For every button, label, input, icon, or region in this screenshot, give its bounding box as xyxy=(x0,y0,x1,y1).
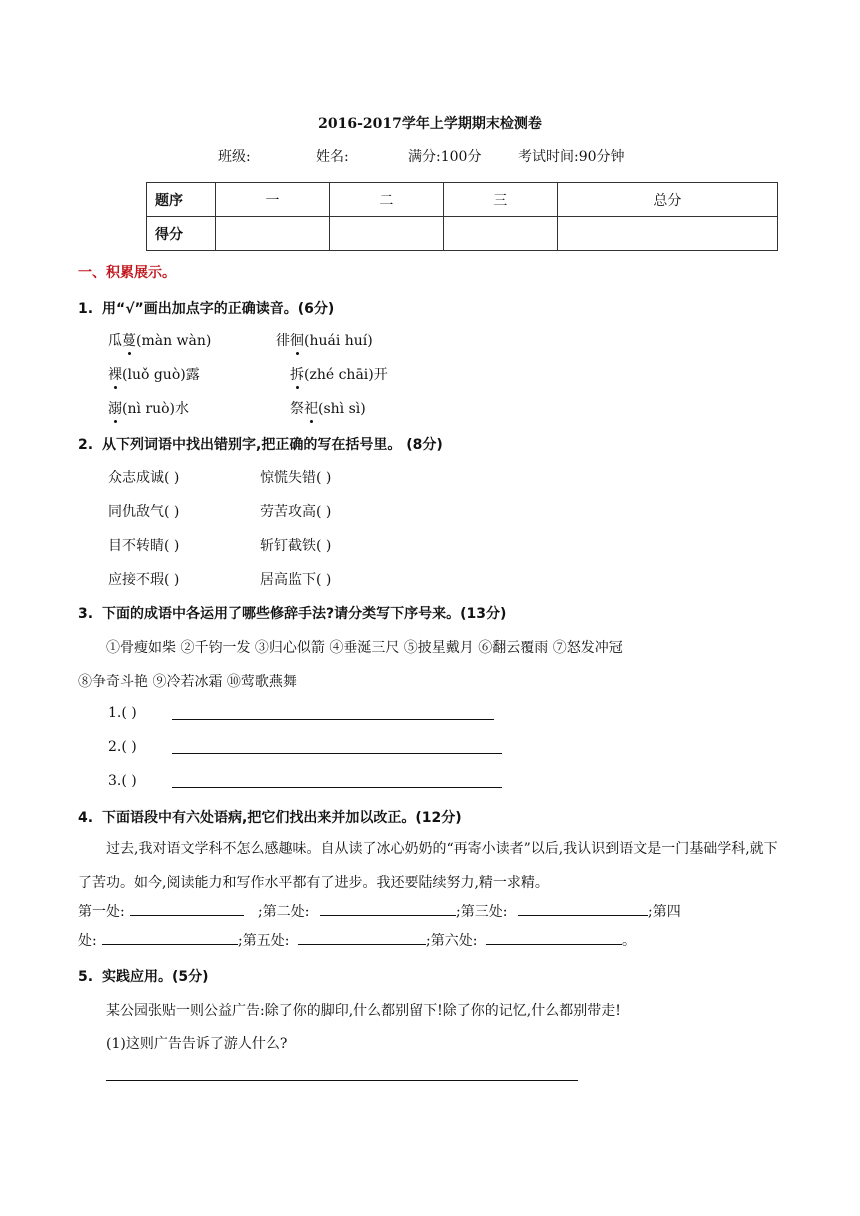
score-input-cell[interactable] xyxy=(329,217,443,251)
question-2 xyxy=(78,434,443,454)
answer-line[interactable] xyxy=(172,753,502,754)
question-3 xyxy=(78,603,506,623)
question-number: 3. xyxy=(78,606,94,622)
score-table-score-row xyxy=(147,217,778,251)
pinyin-item[interactable] xyxy=(108,330,211,350)
pinyin-options: (màn wàn) xyxy=(136,333,212,349)
pinyin-options: (huái huí) xyxy=(304,333,373,349)
exam-title: 2016-2017学年上学期期末检测卷 xyxy=(318,116,542,132)
pinyin-options: (shì sì) xyxy=(318,401,366,417)
correction-line[interactable] xyxy=(320,915,456,916)
answer-line[interactable] xyxy=(106,1080,578,1081)
question-text: 下面语段中有六处语病,把它们找出来并加以改正。(12分) xyxy=(102,810,462,826)
typo-item[interactable]: 惊慌失错( ) xyxy=(260,470,332,486)
typo-item[interactable]: 众志成诚( ) xyxy=(108,470,180,486)
dotted-char: 溺 xyxy=(108,398,122,418)
pinyin-item[interactable] xyxy=(290,364,388,384)
answer-blank-label: 2.( ) xyxy=(108,739,137,755)
pinyin-item[interactable] xyxy=(290,398,366,418)
score-table-cell: 题序 xyxy=(147,183,216,217)
score-input-cell[interactable] xyxy=(443,217,557,251)
score-table-cell: 得分 xyxy=(147,217,216,251)
typo-item[interactable]: 目不转睛( ) xyxy=(108,538,180,554)
section-heading: 一、积累展示。 xyxy=(78,265,176,281)
typo-item[interactable]: 劳苦攻高( ) xyxy=(260,504,332,520)
answer-blank-label: 1.( ) xyxy=(108,705,137,721)
score-table-cell: 一 xyxy=(216,183,330,217)
char: 祭 xyxy=(290,401,304,417)
dotted-char: 祀 xyxy=(304,398,318,418)
dotted-char: 裸 xyxy=(108,364,122,384)
pinyin-options: (luǒ guò)露 xyxy=(122,367,200,383)
correction-line[interactable] xyxy=(486,944,622,945)
correction-label: ;第五处: xyxy=(238,933,290,949)
correction-label: ;第六处: xyxy=(426,933,478,949)
dotted-char: 徊 xyxy=(290,330,304,350)
correction-label: 。 xyxy=(622,933,636,949)
char: 瓜 xyxy=(108,333,122,349)
correction-line[interactable] xyxy=(102,944,238,945)
question-1 xyxy=(78,298,334,318)
name-label: 姓名: xyxy=(316,149,349,165)
pinyin-options: (nì ruò)水 xyxy=(122,401,190,417)
ad-text: 某公园张贴一则公益广告:除了你的脚印,什么都别留下!除了你的记忆,什么都别带走! xyxy=(106,1003,621,1019)
class-label: 班级: xyxy=(218,149,251,165)
question-text: 实践应用。(5分) xyxy=(102,969,209,985)
sub-question: (1)这则广告告诉了游人什么? xyxy=(106,1036,288,1052)
correction-line[interactable] xyxy=(518,915,648,916)
pinyin-options: (zhé chāi)开 xyxy=(304,367,388,383)
score-table-cell: 二 xyxy=(329,183,443,217)
full-score: 满分:100分 xyxy=(408,149,482,165)
question-number: 1. xyxy=(78,301,94,317)
question-5 xyxy=(78,966,209,986)
question-4 xyxy=(78,807,462,827)
typo-item[interactable]: 斩钉截铁( ) xyxy=(260,538,332,554)
typo-item[interactable]: 应接不瑕( ) xyxy=(108,572,180,588)
pinyin-item[interactable] xyxy=(276,330,373,350)
correction-line[interactable] xyxy=(130,915,244,916)
question-text: 下面的成语中各运用了哪些修辞手法?请分类写下序号来。(13分) xyxy=(102,606,507,622)
pinyin-item[interactable] xyxy=(108,364,200,384)
dotted-char: 拆 xyxy=(290,364,304,384)
question-number: 5. xyxy=(78,969,94,985)
idiom-list-line: ⑧争奇斗艳 ⑨冷若冰霜 ⑩莺歌燕舞 xyxy=(78,674,297,690)
exam-time: 考试时间:90分钟 xyxy=(518,149,625,165)
idiom-list-line: ①骨瘦如柴 ②千钧一发 ③归心似箭 ④垂涎三尺 ⑤披星戴月 ⑥翻云覆雨 ⑦怒发冲冠 xyxy=(106,640,623,656)
score-input-cell[interactable] xyxy=(557,217,777,251)
question-number: 4. xyxy=(78,810,94,826)
char: 徘 xyxy=(276,333,290,349)
answer-line[interactable] xyxy=(172,719,494,720)
score-table xyxy=(146,182,778,251)
dotted-char: 蔓 xyxy=(122,330,136,350)
typo-item[interactable]: 同仇敌气( ) xyxy=(108,504,180,520)
passage-paragraph: 过去,我对语文学科不怎么感趣味。自从读了冰心奶奶的“再寄小读者”以后,我认识到语文是一门基础学科,就下了苦功。如今,阅读能力和写作水平都有了进步。我还要陆续努力,精一求精。 xyxy=(78,841,778,891)
score-input-cell[interactable] xyxy=(216,217,330,251)
typo-item[interactable]: 居高监下( ) xyxy=(260,572,332,588)
question-text: 从下列词语中找出错别字,把正确的写在括号里。 (8分) xyxy=(102,437,443,453)
correction-label: 第一处: xyxy=(78,904,125,920)
correction-label: ;第四 xyxy=(648,904,681,920)
answer-line[interactable] xyxy=(172,787,502,788)
pinyin-item[interactable] xyxy=(108,398,189,418)
answer-blank-label: 3.( ) xyxy=(108,773,137,789)
correction-line[interactable] xyxy=(298,944,426,945)
score-table-header-row xyxy=(147,183,778,217)
score-table-cell: 总分 xyxy=(557,183,777,217)
question-number: 2. xyxy=(78,437,94,453)
correction-label: 处: xyxy=(78,933,97,949)
correction-label: ;第三处: xyxy=(456,904,508,920)
score-table-cell: 三 xyxy=(443,183,557,217)
question-text: 用“√”画出加点字的正确读音。(6分) xyxy=(102,301,335,317)
correction-label: ;第二处: xyxy=(258,904,310,920)
